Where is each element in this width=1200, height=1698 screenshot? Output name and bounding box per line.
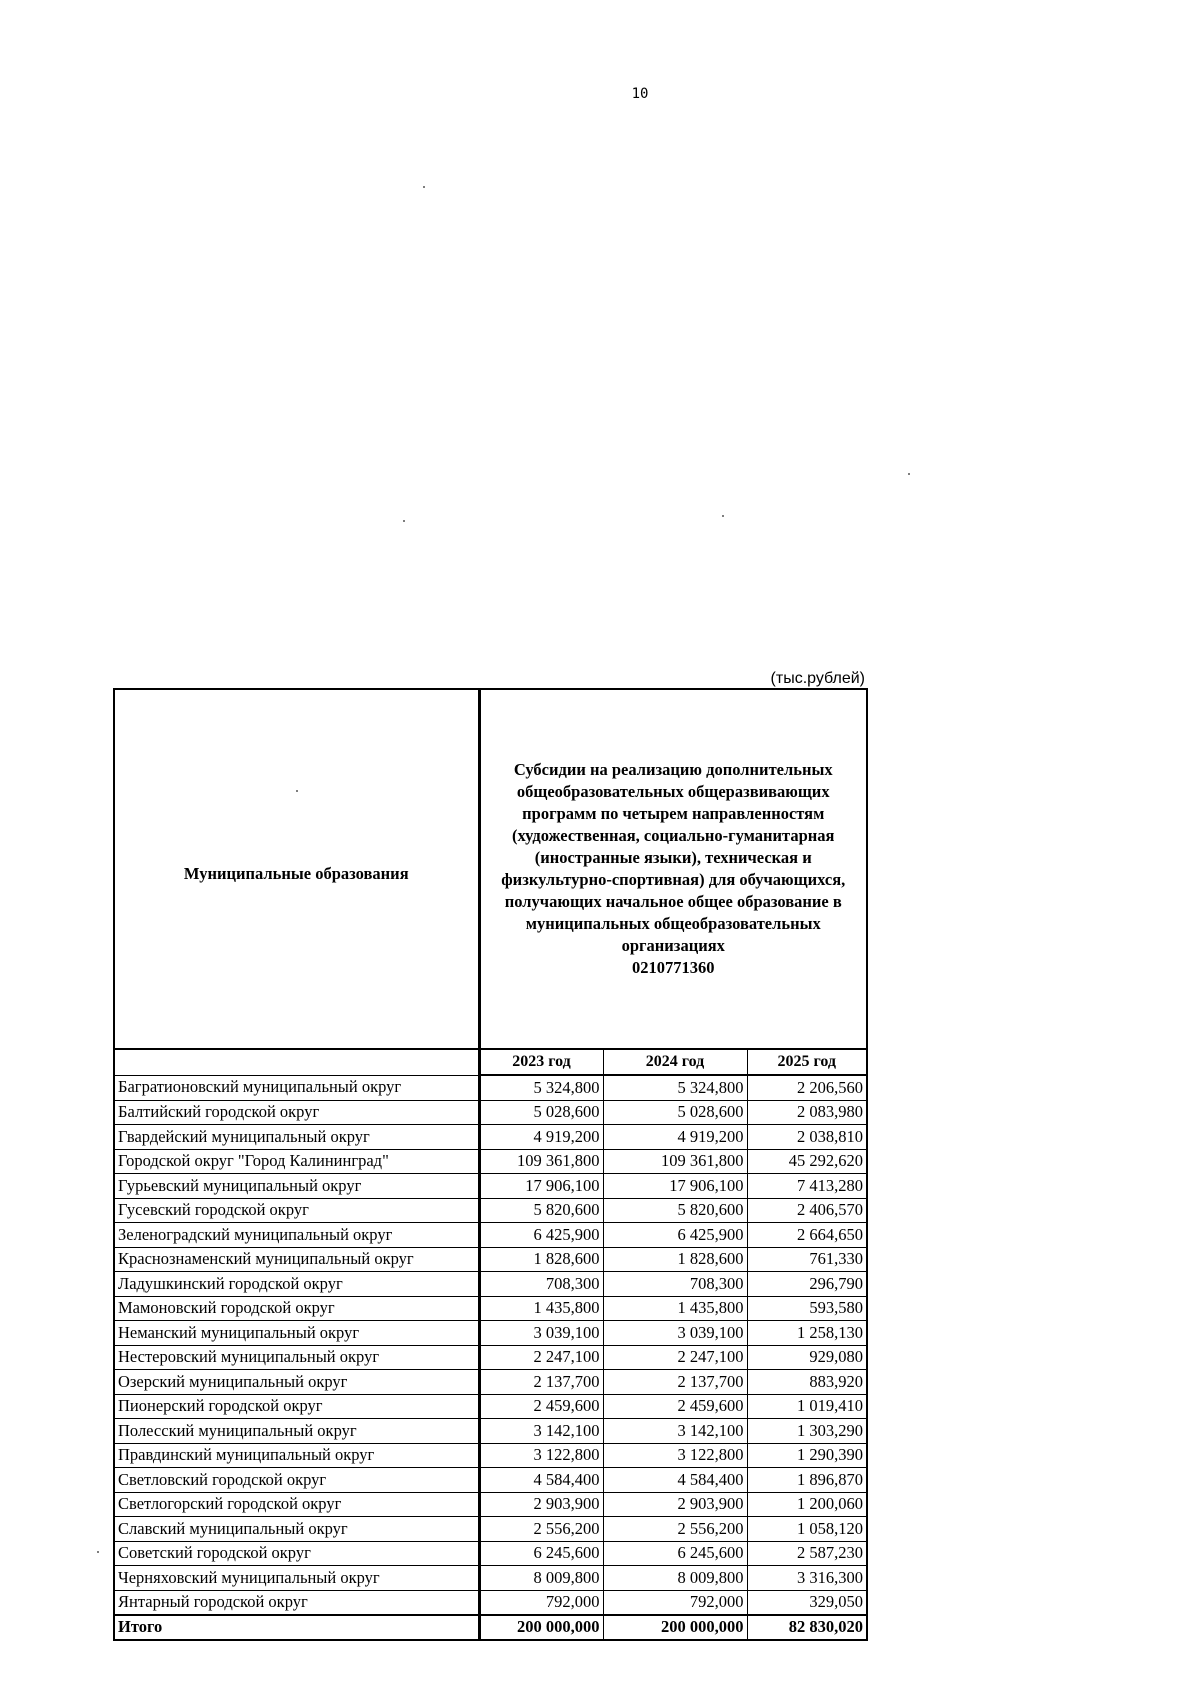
- table-row: [114, 1272, 867, 1297]
- value-2025: 761,330: [747, 1247, 867, 1272]
- municipality-name: Светловский городской округ: [114, 1468, 479, 1493]
- value-2025: 7 413,280: [747, 1174, 867, 1199]
- value-2024: 5 324,800: [603, 1075, 747, 1100]
- table-row: [114, 1590, 867, 1615]
- municipality-name: Ладушкинский городской округ: [114, 1272, 479, 1297]
- value-2023: 5 028,600: [479, 1100, 603, 1125]
- value-2025: 296,790: [747, 1272, 867, 1297]
- table-row: [114, 1419, 867, 1444]
- scan-speck: [722, 515, 724, 517]
- municipality-name: Зеленоградский муниципальный округ: [114, 1223, 479, 1248]
- table-row: [114, 1370, 867, 1395]
- municipality-column-header: Муниципальные образования: [114, 689, 479, 1049]
- table-row: [114, 1394, 867, 1419]
- value-2024: 3 122,800: [603, 1443, 747, 1468]
- municipality-name: Краснознаменский муниципальный округ: [114, 1247, 479, 1272]
- value-2024: 2 903,900: [603, 1492, 747, 1517]
- total-2024: 200 000,000: [603, 1615, 747, 1640]
- value-2023: 708,300: [479, 1272, 603, 1297]
- table-row: [114, 1100, 867, 1125]
- value-2025: 2 038,810: [747, 1125, 867, 1150]
- value-2024: 792,000: [603, 1590, 747, 1615]
- value-2025: 45 292,620: [747, 1149, 867, 1174]
- total-2023: 200 000,000: [479, 1615, 603, 1640]
- table-row: [114, 1541, 867, 1566]
- table-row: [114, 1492, 867, 1517]
- municipality-name: Пионерский городской округ: [114, 1394, 479, 1419]
- table-row: [114, 1321, 867, 1346]
- page-number: 10: [631, 86, 649, 102]
- value-2023: 2 459,600: [479, 1394, 603, 1419]
- value-2025: 1 258,130: [747, 1321, 867, 1346]
- value-2024: 109 361,800: [603, 1149, 747, 1174]
- value-2023: 8 009,800: [479, 1566, 603, 1591]
- subsidy-header-line: (иностранные языки), техническая и: [534, 848, 812, 867]
- table-row: [114, 1198, 867, 1223]
- value-2024: 5 028,600: [603, 1100, 747, 1125]
- table-row: [114, 1566, 867, 1591]
- table-row: [114, 1247, 867, 1272]
- value-2024: 6 425,900: [603, 1223, 747, 1248]
- value-2025: 883,920: [747, 1370, 867, 1395]
- municipality-name: Советский городской округ: [114, 1541, 479, 1566]
- value-2023: 2 247,100: [479, 1345, 603, 1370]
- municipality-name: Мамоновский городской округ: [114, 1296, 479, 1321]
- value-2025: 1 303,290: [747, 1419, 867, 1444]
- municipality-name: Багратионовский муниципальный округ: [114, 1075, 479, 1100]
- value-2023: 4 919,200: [479, 1125, 603, 1150]
- value-2023: 6 245,600: [479, 1541, 603, 1566]
- municipality-name: Озерский муниципальный округ: [114, 1370, 479, 1395]
- value-2024: 2 247,100: [603, 1345, 747, 1370]
- table-row: [114, 1149, 867, 1174]
- municipality-name: Гурьевский муниципальный округ: [114, 1174, 479, 1199]
- value-2023: 109 361,800: [479, 1149, 603, 1174]
- value-2023: 5 324,800: [479, 1075, 603, 1100]
- municipality-name: Черняховский муниципальный округ: [114, 1566, 479, 1591]
- header-blank-cell: [114, 1049, 479, 1075]
- municipality-name: Славский муниципальный округ: [114, 1517, 479, 1542]
- value-2024: 2 556,200: [603, 1517, 747, 1542]
- value-2024: 4 919,200: [603, 1125, 747, 1150]
- value-2024: 1 828,600: [603, 1247, 747, 1272]
- subsidy-header-line: получающих начальное общее образование в: [504, 892, 842, 911]
- municipality-name: Полесский муниципальный округ: [114, 1419, 479, 1444]
- header-row: [114, 689, 867, 1049]
- value-2023: 3 039,100: [479, 1321, 603, 1346]
- subsidy-header-line: муниципальных общеобразовательных: [525, 914, 821, 933]
- value-2024: 2 137,700: [603, 1370, 747, 1395]
- municipality-name: Янтарный городской округ: [114, 1590, 479, 1615]
- municipality-name: Городской округ "Город Калининград": [114, 1149, 479, 1174]
- value-2025: 2 406,570: [747, 1198, 867, 1223]
- value-2025: 2 083,980: [747, 1100, 867, 1125]
- budget-code: 0210771360: [632, 958, 715, 977]
- table-row: [114, 1443, 867, 1468]
- value-2025: 2 664,650: [747, 1223, 867, 1248]
- value-2023: 5 820,600: [479, 1198, 603, 1223]
- value-2025: 1 019,410: [747, 1394, 867, 1419]
- year-header-2025: 2025 год: [747, 1049, 867, 1075]
- value-2024: 8 009,800: [603, 1566, 747, 1591]
- scan-speck: [97, 1551, 99, 1553]
- value-2025: 3 316,300: [747, 1566, 867, 1591]
- subsidy-table: [113, 688, 868, 1641]
- value-2024: 17 906,100: [603, 1174, 747, 1199]
- value-2024: 4 584,400: [603, 1468, 747, 1493]
- value-2024: 708,300: [603, 1272, 747, 1297]
- value-2025: 1 896,870: [747, 1468, 867, 1493]
- value-2023: 1 435,800: [479, 1296, 603, 1321]
- municipality-name: Гусевский городской округ: [114, 1198, 479, 1223]
- table-row: [114, 1075, 867, 1100]
- subsidy-header-line: программ по четырем направленностям: [522, 804, 825, 823]
- table-row: [114, 1174, 867, 1199]
- value-2023: 3 122,800: [479, 1443, 603, 1468]
- scan-speck: [423, 186, 425, 188]
- value-2023: 2 903,900: [479, 1492, 603, 1517]
- value-2023: 2 137,700: [479, 1370, 603, 1395]
- value-2023: 2 556,200: [479, 1517, 603, 1542]
- value-2024: 3 039,100: [603, 1321, 747, 1346]
- municipality-name: Правдинский муниципальный округ: [114, 1443, 479, 1468]
- total-2025: 82 830,020: [747, 1615, 867, 1640]
- value-2024: 5 820,600: [603, 1198, 747, 1223]
- municipality-name: Гвардейский муниципальный округ: [114, 1125, 479, 1150]
- year-header-2023: 2023 год: [479, 1049, 603, 1075]
- year-header-2024: 2024 год: [603, 1049, 747, 1075]
- value-2024: 2 459,600: [603, 1394, 747, 1419]
- total-label: Итого: [114, 1615, 479, 1640]
- subsidy-header-line: физкультурно-спортивная) для обучающихся,: [501, 870, 846, 889]
- table-row: [114, 1345, 867, 1370]
- table-row: [114, 1296, 867, 1321]
- value-2025: 1 058,120: [747, 1517, 867, 1542]
- total-row: [114, 1615, 867, 1640]
- table-body: [114, 1075, 867, 1640]
- value-2023: 792,000: [479, 1590, 603, 1615]
- subsidy-column-header: [479, 689, 867, 1049]
- value-2025: 1 200,060: [747, 1492, 867, 1517]
- municipality-name: Неманский муниципальный округ: [114, 1321, 479, 1346]
- table-row: [114, 1223, 867, 1248]
- value-2025: 2 587,230: [747, 1541, 867, 1566]
- table-header: [114, 689, 867, 1075]
- municipality-name: Светлогорский городской округ: [114, 1492, 479, 1517]
- table-row: [114, 1125, 867, 1150]
- value-2024: 6 245,600: [603, 1541, 747, 1566]
- units-note: (тыс.рублей): [770, 670, 865, 687]
- value-2023: 17 906,100: [479, 1174, 603, 1199]
- subsidy-header-line: (художественная, социально-гуманитарная: [512, 826, 835, 845]
- value-2023: 1 828,600: [479, 1247, 603, 1272]
- value-2023: 3 142,100: [479, 1419, 603, 1444]
- table-row: [114, 1468, 867, 1493]
- year-header-row: [114, 1049, 867, 1075]
- value-2023: 4 584,400: [479, 1468, 603, 1493]
- value-2024: 1 435,800: [603, 1296, 747, 1321]
- value-2025: 929,080: [747, 1345, 867, 1370]
- value-2025: 593,580: [747, 1296, 867, 1321]
- subsidy-header-line: организациях: [621, 936, 725, 955]
- scan-speck: [403, 520, 405, 522]
- municipality-name: Нестеровский муниципальный округ: [114, 1345, 479, 1370]
- value-2024: 3 142,100: [603, 1419, 747, 1444]
- value-2023: 6 425,900: [479, 1223, 603, 1248]
- value-2025: 329,050: [747, 1590, 867, 1615]
- subsidy-header-line: общеобразовательных общеразвивающих: [516, 782, 830, 801]
- subsidy-header-line: Субсидии на реализацию дополнительных: [513, 760, 833, 779]
- value-2025: 2 206,560: [747, 1075, 867, 1100]
- scan-speck: [908, 473, 910, 475]
- municipality-name: Балтийский городской округ: [114, 1100, 479, 1125]
- value-2025: 1 290,390: [747, 1443, 867, 1468]
- table-row: [114, 1517, 867, 1542]
